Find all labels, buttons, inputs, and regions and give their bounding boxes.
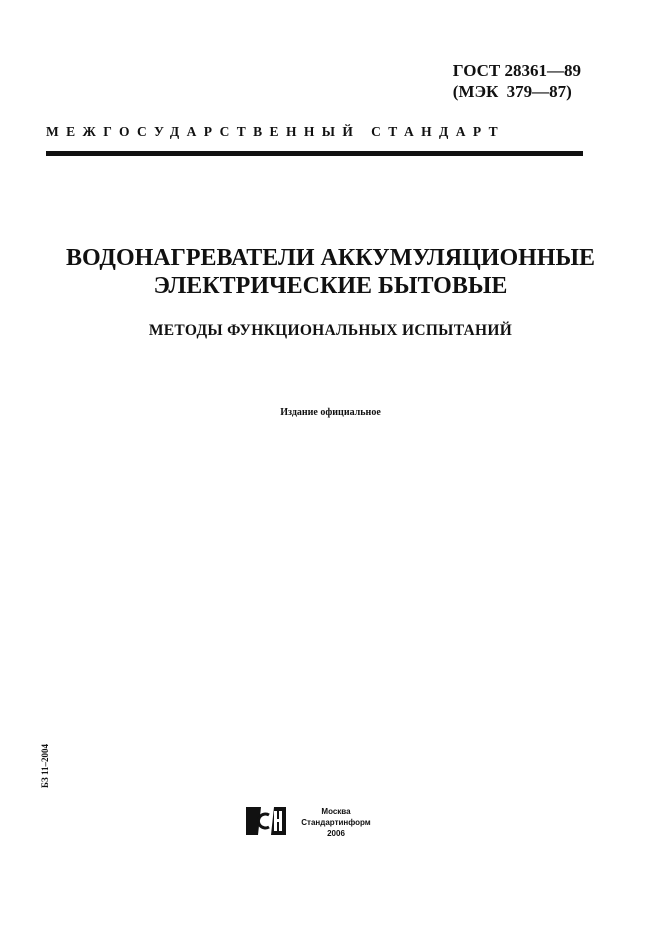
document-title (0, 244, 661, 300)
publisher-city: Москва (321, 807, 351, 816)
publisher-name: Стандартинформ (301, 818, 371, 827)
iec-number: (МЭК 379—87) (452, 82, 572, 101)
standard-category: МЕЖГОСУДАРСТВЕННЫЙ СТАНДАРТ (46, 124, 506, 139)
title-line-1: ВОДОНАГРЕВАТЕЛИ АККУМУЛЯЦИОННЫЕ (65, 245, 596, 271)
header-divider (46, 151, 583, 156)
gost-number: ГОСТ 28361—89 (452, 61, 581, 80)
document-subtitle: МЕТОДЫ ФУНКЦИОНАЛЬНЫХ ИСПЫТАНИЙ (148, 322, 513, 339)
document-code (453, 60, 581, 102)
side-note: БЗ 11–2004 (40, 744, 50, 788)
title-line-2: ЭЛЕКТРИЧЕСКИЕ БЫТОВЫЕ (153, 273, 508, 299)
edition-note: Издание официальное (280, 407, 381, 418)
publisher-info (296, 806, 376, 839)
publication-year: 2006 (327, 829, 345, 838)
standartinform-logo-icon (246, 806, 286, 836)
